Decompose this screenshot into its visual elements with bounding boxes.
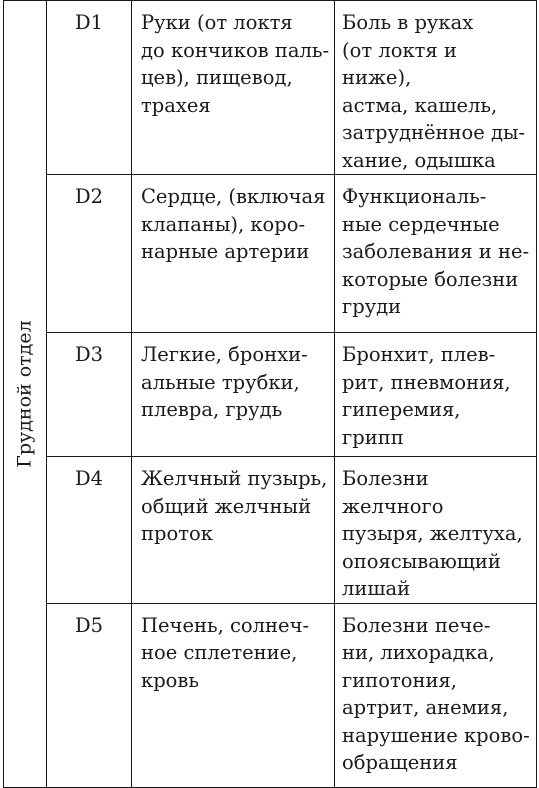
diseases-text: Бронхит, плев- рит, пневмония, гиперемия, грипп (342, 343, 511, 449)
organs-text: Руки (от локтя до кончиков паль- цев), пищевод, трахея (141, 11, 330, 117)
diseases-cell (335, 333, 537, 457)
diseases-cell (335, 603, 537, 787)
table-row (4, 603, 537, 787)
organs-text: Легкие, бронхи- альные трубки, плевра, грудь (141, 343, 308, 421)
segment-code: D2 (74, 185, 104, 208)
segment-code: D5 (74, 613, 104, 637)
diseases-text: Болезни желчного пузыря, желтуха, опоясывающий лишай (342, 467, 523, 600)
diseases-cell (335, 457, 537, 604)
table-row (4, 333, 537, 457)
organs-text: Печень, солнеч- ное сплетение, кровь (141, 613, 310, 692)
segment-code-cell (47, 333, 132, 457)
organs-text: Желчный пузырь, общий желчный проток (141, 467, 328, 545)
diseases-text: Болезни печe- ни, лихорадка, гипотония, артрит, анемия, нарушение крово- обращения (342, 613, 530, 774)
segment-code-cell (47, 603, 132, 787)
diseases-cell (335, 175, 537, 333)
organs-cell (132, 603, 335, 787)
group-label: Грудной отдел (13, 320, 36, 468)
organs-cell (132, 1, 335, 175)
segment-code: D4 (74, 467, 104, 490)
diseases-text: Функциональ- ные сердечные заболевания и не- которые болезни груди (342, 185, 530, 318)
diseases-text: Боль в руках (от локтя и ниже), астма, кашель, затруднённое ды- хание, одышка (342, 11, 526, 172)
table-row (4, 175, 537, 333)
segment-code-cell (47, 457, 132, 604)
organs-cell (132, 333, 335, 457)
table-row (4, 1, 537, 175)
spine-table-wrapper (3, 0, 537, 774)
segment-code: D3 (74, 343, 104, 366)
group-cell (4, 1, 47, 788)
diseases-cell (335, 1, 537, 175)
table-row (4, 457, 537, 604)
spine-segments-table (3, 0, 537, 788)
segment-code-cell (47, 175, 132, 333)
segment-code: D1 (74, 11, 104, 34)
segment-code-cell (47, 1, 132, 175)
organs-cell (132, 175, 335, 333)
organs-text: Сердце, (включая клапаны), коро- нарные артерии (141, 185, 326, 263)
organs-cell (132, 457, 335, 604)
